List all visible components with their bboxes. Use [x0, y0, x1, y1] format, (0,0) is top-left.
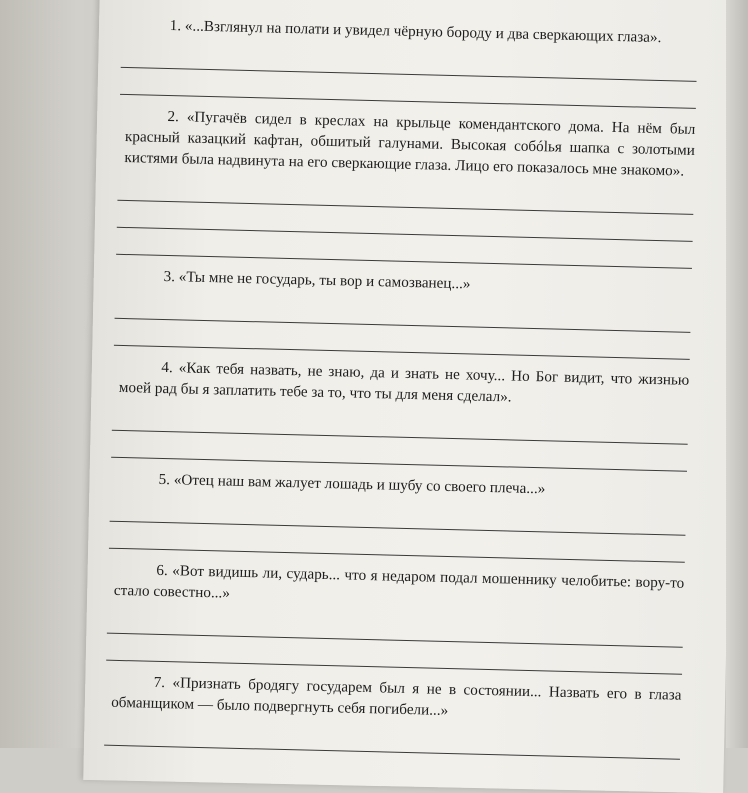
quote-item-1 — [126, 14, 698, 109]
quote-text: 5. «Отец наш вам жалует лошадь и шубу со своего плеча...» — [158, 470, 546, 498]
quote-item-4 — [117, 356, 689, 472]
quote-item-2 — [122, 105, 695, 269]
worksheet-content — [110, 14, 698, 760]
quote-item-5 — [115, 468, 687, 563]
quote-text: 7. «Признать бродягу государем был я не в состоянии... Назвать его в глаза обманщиком — было подвергнуть себя погибели...» — [110, 673, 682, 720]
page-edge — [726, 0, 748, 748]
quote-text: 6. «Вот видишь ли, сударь... что я недаром подал мошеннику челобитье: вору-то стало совестно...» — [113, 561, 685, 602]
quote-item-3 — [120, 265, 692, 360]
quote-text: 4. «Как тебя назвать, не знаю, да и знать не хочу... Но Бог видит, что жизнью моей рад бы я заплатить тебе за то, что ты для меня сделал». — [118, 358, 690, 406]
quote-item-7 — [110, 671, 682, 760]
quote-item-6 — [112, 559, 684, 675]
answer-lines — [122, 174, 694, 269]
quote-text: 2. «Пугачёв сидел в креслах на крыльце комендантского дома. На нём был красный казацкий кафтан, обшитый галунами. Высокая собólья шапка с золотыми кистями была надвинута на его сверкающие глаза. Лицо его показалось мне знакомо». — [124, 107, 696, 180]
quote-text: 1. «...Взглянул на полати и увидел чёрную бороду и два сверкающих глаза». — [169, 17, 662, 47]
quote-text: 3. «Ты мне не государь, ты вор и самозванец...» — [163, 267, 471, 293]
